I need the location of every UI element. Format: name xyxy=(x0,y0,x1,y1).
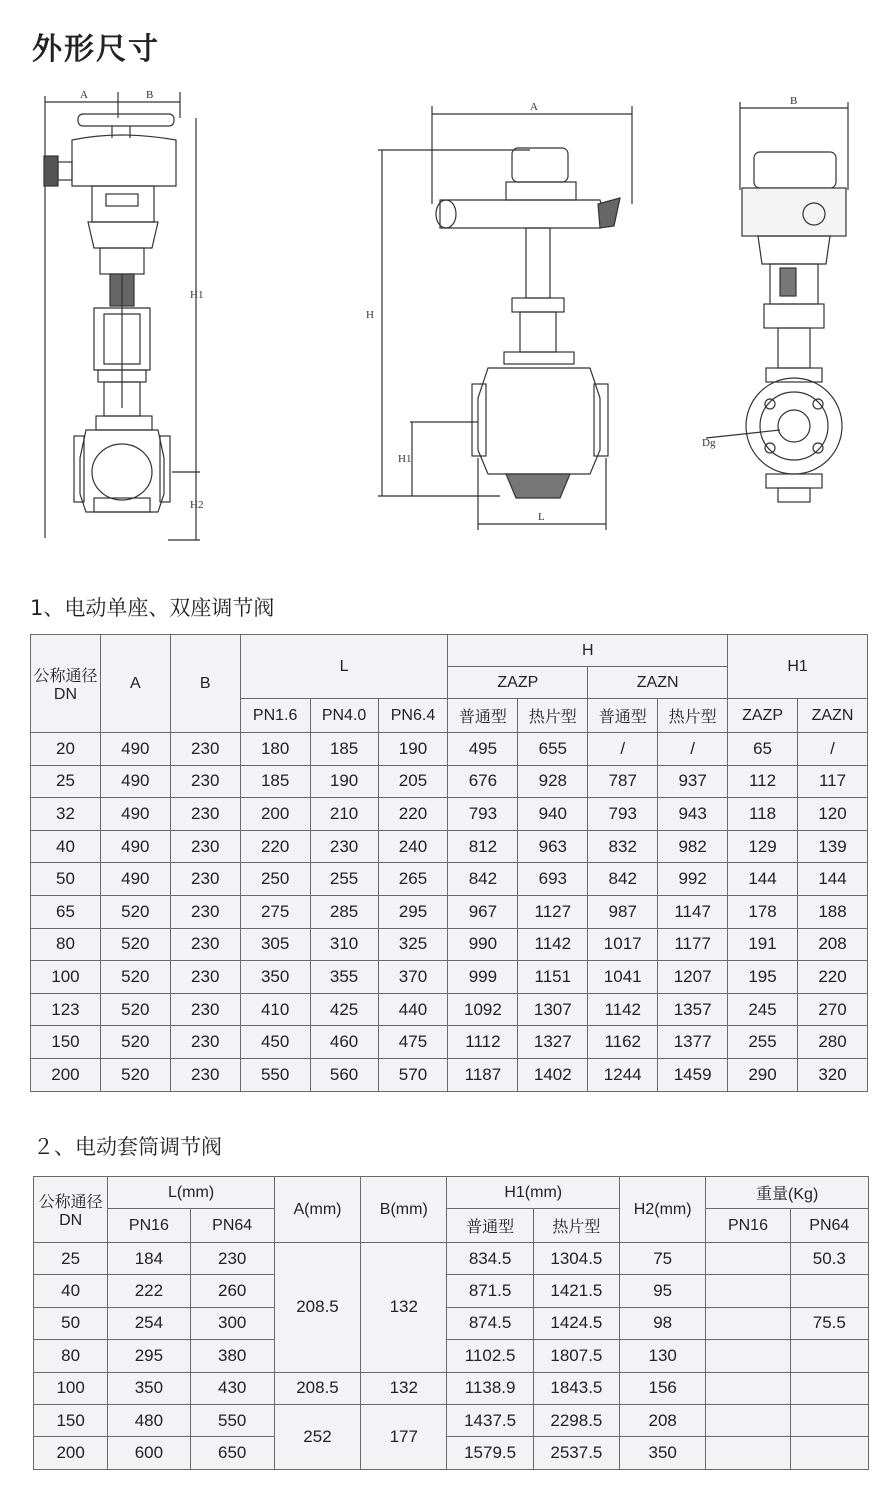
cell-l-pn16: 184 xyxy=(108,1243,190,1275)
dim-label-h2: H2 xyxy=(190,499,204,511)
cell-h1-zazn: 139 xyxy=(798,830,868,863)
cell-weight-pn16 xyxy=(706,1307,790,1339)
cell-weight-pn64: 75.5 xyxy=(790,1307,868,1339)
cell-weight-pn16 xyxy=(706,1372,790,1404)
cell-weight-pn64 xyxy=(790,1340,868,1372)
cell-h2: 95 xyxy=(620,1275,706,1307)
cell-a: 208.5 xyxy=(274,1243,360,1373)
cell-h1-zazn: 320 xyxy=(798,1058,868,1091)
cell-h1-normal: 1138.9 xyxy=(447,1372,533,1404)
table-row xyxy=(31,830,868,863)
table-row xyxy=(31,1058,868,1091)
cell-h1-zazp: 65 xyxy=(728,733,798,766)
header-zazn-normal: 普通型 xyxy=(588,699,658,733)
cell-h2: 98 xyxy=(620,1307,706,1339)
cell-l-pn64: 570 xyxy=(378,1058,448,1091)
cell-l-pn64: 430 xyxy=(190,1372,274,1404)
cell-h-zazp-normal: 1187 xyxy=(448,1058,518,1091)
cell-h-zazp-heat: 655 xyxy=(518,733,588,766)
cell-dn: 65 xyxy=(31,895,101,928)
cell-h-zazp-normal: 999 xyxy=(448,961,518,994)
cell-h2: 130 xyxy=(620,1340,706,1372)
cell-l-pn16: 200 xyxy=(240,798,310,831)
cell-weight-pn64 xyxy=(790,1275,868,1307)
cell-l-pn16: 220 xyxy=(240,830,310,863)
cell-h-zazp-normal: 793 xyxy=(448,798,518,831)
cell-h-zazn-normal: 1041 xyxy=(588,961,658,994)
cell-h-zazn-normal: 1142 xyxy=(588,993,658,1026)
cell-h1-zazn: 117 xyxy=(798,765,868,798)
cell-dn: 80 xyxy=(34,1340,108,1372)
header-pn40: PN4.0 xyxy=(310,699,378,733)
table-row xyxy=(31,1026,868,1059)
cell-a: 490 xyxy=(100,798,170,831)
table-row xyxy=(34,1437,869,1469)
table-row xyxy=(34,1307,869,1339)
cell-l-pn40: 560 xyxy=(310,1058,378,1091)
cell-b: 230 xyxy=(170,765,240,798)
header-h-zazp: ZAZP xyxy=(448,667,588,699)
header2-dn: 公称通径DN xyxy=(34,1177,108,1243)
page-title: 外形尺寸 xyxy=(32,32,160,67)
cell-h1-zazp: 290 xyxy=(728,1058,798,1091)
cell-h1-heat: 1807.5 xyxy=(533,1340,619,1372)
cell-l-pn40: 185 xyxy=(310,733,378,766)
table-row xyxy=(31,961,868,994)
header2-l-pn64: PN64 xyxy=(190,1209,274,1243)
cell-h1-zazn: 270 xyxy=(798,993,868,1026)
cell-dn: 150 xyxy=(31,1026,101,1059)
cell-dn: 123 xyxy=(31,993,101,1026)
cell-h1-zazp: 129 xyxy=(728,830,798,863)
valve-side-view xyxy=(378,106,632,530)
cell-l-pn40: 285 xyxy=(310,895,378,928)
cell-h1-zazn: 280 xyxy=(798,1026,868,1059)
cell-l-pn64: 370 xyxy=(378,961,448,994)
cell-l-pn64: 295 xyxy=(378,895,448,928)
cell-l-pn16: 222 xyxy=(108,1275,190,1307)
cell-h-zazp-heat: 1127 xyxy=(518,895,588,928)
table-row xyxy=(31,993,868,1026)
cell-a: 490 xyxy=(100,863,170,896)
cell-dn: 80 xyxy=(31,928,101,961)
cell-l-pn40: 230 xyxy=(310,830,378,863)
cell-a: 208.5 xyxy=(274,1372,360,1404)
table-row xyxy=(34,1275,869,1307)
cell-dn: 100 xyxy=(34,1372,108,1404)
cell-l-pn40: 255 xyxy=(310,863,378,896)
cell-weight-pn64 xyxy=(790,1437,868,1469)
cell-l-pn16: 250 xyxy=(240,863,310,896)
cell-l-pn64: 265 xyxy=(378,863,448,896)
cell-l-pn64: 205 xyxy=(378,765,448,798)
table-row xyxy=(34,1243,869,1275)
cell-h1-zazp: 245 xyxy=(728,993,798,1026)
cell-dn: 50 xyxy=(34,1307,108,1339)
cell-dn: 25 xyxy=(34,1243,108,1275)
header-zazp-normal: 普通型 xyxy=(448,699,518,733)
table-row xyxy=(31,733,868,766)
cell-h-zazn-heat: 1357 xyxy=(658,993,728,1026)
cell-h-zazp-heat: 1151 xyxy=(518,961,588,994)
cell-dn: 50 xyxy=(31,863,101,896)
cell-h-zazn-normal: / xyxy=(588,733,658,766)
cell-h1-normal: 1579.5 xyxy=(447,1437,533,1469)
header-h-zazn: ZAZN xyxy=(588,667,728,699)
cell-l-pn64: 190 xyxy=(378,733,448,766)
cell-b: 230 xyxy=(170,830,240,863)
cell-a: 252 xyxy=(274,1404,360,1469)
cell-l-pn16: 350 xyxy=(240,961,310,994)
cell-h-zazp-heat: 1142 xyxy=(518,928,588,961)
header2-h1-normal: 普通型 xyxy=(447,1209,533,1243)
cell-h-zazn-heat: 943 xyxy=(658,798,728,831)
cell-b: 230 xyxy=(170,733,240,766)
header-zazn-heat: 热片型 xyxy=(658,699,728,733)
cell-l-pn16: 305 xyxy=(240,928,310,961)
table-row xyxy=(31,895,868,928)
cell-h1-normal: 834.5 xyxy=(447,1243,533,1275)
cell-h-zazp-normal: 967 xyxy=(448,895,518,928)
cell-a: 520 xyxy=(100,895,170,928)
dim-label-a-side: A xyxy=(530,101,538,113)
cell-a: 520 xyxy=(100,1058,170,1091)
cell-b: 230 xyxy=(170,1058,240,1091)
cell-l-pn16: 180 xyxy=(240,733,310,766)
cell-l-pn64: 300 xyxy=(190,1307,274,1339)
table-row xyxy=(31,765,868,798)
header2-w-pn16: PN16 xyxy=(706,1209,790,1243)
dim-label-h: H xyxy=(366,309,374,321)
section1-title: 1、电动单座、双座调节阀 xyxy=(30,596,275,620)
cell-weight-pn16 xyxy=(706,1437,790,1469)
header-zazp-heat: 热片型 xyxy=(518,699,588,733)
spec-table-sleeve-valve xyxy=(33,1176,869,1470)
cell-a: 490 xyxy=(100,733,170,766)
cell-h1-zazp: 112 xyxy=(728,765,798,798)
header-a: A xyxy=(100,635,170,733)
cell-h1-zazn: 220 xyxy=(798,961,868,994)
cell-l-pn64: 325 xyxy=(378,928,448,961)
cell-h1-zazp: 144 xyxy=(728,863,798,896)
header2-a: A(mm) xyxy=(274,1177,360,1243)
cell-l-pn64: 260 xyxy=(190,1275,274,1307)
header2-w-pn64: PN64 xyxy=(790,1209,868,1243)
header-dn: 公称通径DN xyxy=(31,635,101,733)
cell-h-zazn-heat: 1177 xyxy=(658,928,728,961)
cell-l-pn16: 450 xyxy=(240,1026,310,1059)
cell-l-pn64: 475 xyxy=(378,1026,448,1059)
cell-b: 132 xyxy=(361,1243,447,1373)
cell-dn: 100 xyxy=(31,961,101,994)
cell-l-pn40: 460 xyxy=(310,1026,378,1059)
cell-h-zazn-heat: 937 xyxy=(658,765,728,798)
cell-a: 490 xyxy=(100,830,170,863)
cell-h1-heat: 1424.5 xyxy=(533,1307,619,1339)
cell-l-pn64: 380 xyxy=(190,1340,274,1372)
cell-h-zazn-normal: 842 xyxy=(588,863,658,896)
table-row xyxy=(34,1404,869,1436)
cell-b: 132 xyxy=(361,1372,447,1404)
cell-h2: 208 xyxy=(620,1404,706,1436)
cell-l-pn40: 355 xyxy=(310,961,378,994)
table-row xyxy=(31,798,868,831)
cell-h-zazp-heat: 1402 xyxy=(518,1058,588,1091)
cell-weight-pn16 xyxy=(706,1243,790,1275)
header2-l: L(mm) xyxy=(108,1177,275,1209)
cell-h1-heat: 1843.5 xyxy=(533,1372,619,1404)
cell-h1-heat: 2537.5 xyxy=(533,1437,619,1469)
cell-h-zazn-normal: 1162 xyxy=(588,1026,658,1059)
cell-h-zazn-normal: 987 xyxy=(588,895,658,928)
header2-weight: 重量(Kg) xyxy=(706,1177,869,1209)
cell-l-pn16: 410 xyxy=(240,993,310,1026)
header-b: B xyxy=(170,635,240,733)
cell-l-pn16: 600 xyxy=(108,1437,190,1469)
cell-h1-normal: 1102.5 xyxy=(447,1340,533,1372)
cell-a: 520 xyxy=(100,993,170,1026)
cell-a: 520 xyxy=(100,1026,170,1059)
cell-b: 230 xyxy=(170,993,240,1026)
cell-h1-zazn: 208 xyxy=(798,928,868,961)
cell-h-zazn-heat: 1147 xyxy=(658,895,728,928)
cell-h-zazn-normal: 787 xyxy=(588,765,658,798)
cell-l-pn16: 185 xyxy=(240,765,310,798)
cell-h-zazp-heat: 928 xyxy=(518,765,588,798)
cell-h-zazp-heat: 1327 xyxy=(518,1026,588,1059)
dim-label-h1-side: H1 xyxy=(398,453,412,465)
cell-h-zazp-heat: 1307 xyxy=(518,993,588,1026)
cell-weight-pn64 xyxy=(790,1404,868,1436)
cell-b: 230 xyxy=(170,863,240,896)
cell-l-pn16: 550 xyxy=(240,1058,310,1091)
cell-dn: 20 xyxy=(31,733,101,766)
cell-b: 230 xyxy=(170,895,240,928)
cell-weight-pn16 xyxy=(706,1275,790,1307)
cell-b: 230 xyxy=(170,798,240,831)
header-l: L xyxy=(240,635,448,699)
header2-b: B(mm) xyxy=(361,1177,447,1243)
cell-h-zazp-normal: 1092 xyxy=(448,993,518,1026)
cell-h-zazp-normal: 842 xyxy=(448,863,518,896)
header-h1-zazn: ZAZN xyxy=(798,699,868,733)
cell-h-zazn-heat: 1207 xyxy=(658,961,728,994)
cell-h1-heat: 1304.5 xyxy=(533,1243,619,1275)
cell-weight-pn16 xyxy=(706,1340,790,1372)
cell-l-pn40: 425 xyxy=(310,993,378,1026)
cell-dn: 200 xyxy=(31,1058,101,1091)
cell-h1-zazn: / xyxy=(798,733,868,766)
cell-weight-pn64: 50.3 xyxy=(790,1243,868,1275)
table-row xyxy=(31,928,868,961)
cell-h-zazn-normal: 793 xyxy=(588,798,658,831)
cell-h1-normal: 871.5 xyxy=(447,1275,533,1307)
cell-h-zazp-normal: 676 xyxy=(448,765,518,798)
cell-l-pn40: 210 xyxy=(310,798,378,831)
cell-b: 230 xyxy=(170,928,240,961)
table-row xyxy=(34,1340,869,1372)
cell-h1-normal: 1437.5 xyxy=(447,1404,533,1436)
dim-label-b: B xyxy=(146,89,154,101)
cell-b: 230 xyxy=(170,961,240,994)
dim-label-a: A xyxy=(80,89,88,101)
section2-title: ２、电动套筒调节阀 xyxy=(33,1135,222,1159)
cell-h1-zazp: 255 xyxy=(728,1026,798,1059)
cell-h-zazp-normal: 812 xyxy=(448,830,518,863)
dim-label-dg: Dg xyxy=(702,437,716,449)
cell-h1-zazp: 195 xyxy=(728,961,798,994)
header-h1-zazp: ZAZP xyxy=(728,699,798,733)
cell-h-zazn-heat: 1459 xyxy=(658,1058,728,1091)
cell-dn: 40 xyxy=(31,830,101,863)
cell-h-zazp-heat: 963 xyxy=(518,830,588,863)
cell-dn: 40 xyxy=(34,1275,108,1307)
cell-h-zazn-normal: 1017 xyxy=(588,928,658,961)
dim-label-l: L xyxy=(538,511,545,523)
cell-h1-normal: 874.5 xyxy=(447,1307,533,1339)
header2-h1-heat: 热片型 xyxy=(533,1209,619,1243)
cell-h-zazn-heat: 982 xyxy=(658,830,728,863)
cell-h1-zazn: 120 xyxy=(798,798,868,831)
cell-l-pn16: 275 xyxy=(240,895,310,928)
cell-h-zazp-normal: 1112 xyxy=(448,1026,518,1059)
cell-h-zazp-normal: 990 xyxy=(448,928,518,961)
header2-l-pn16: PN16 xyxy=(108,1209,190,1243)
header2-h1: H1(mm) xyxy=(447,1177,620,1209)
header-h: H xyxy=(448,635,728,667)
cell-h-zazn-normal: 832 xyxy=(588,830,658,863)
header-h1: H1 xyxy=(728,635,868,699)
cell-l-pn64: 240 xyxy=(378,830,448,863)
header-pn64: PN6.4 xyxy=(378,699,448,733)
table-row xyxy=(31,863,868,896)
cell-dn: 32 xyxy=(31,798,101,831)
header-pn16: PN1.6 xyxy=(240,699,310,733)
cell-h-zazn-heat: 1377 xyxy=(658,1026,728,1059)
cell-l-pn64: 440 xyxy=(378,993,448,1026)
table-row xyxy=(34,1372,869,1404)
cell-h1-zazn: 144 xyxy=(798,863,868,896)
cell-l-pn64: 220 xyxy=(378,798,448,831)
dim-label-b-end: B xyxy=(790,95,798,107)
cell-h2: 350 xyxy=(620,1437,706,1469)
cell-h-zazp-heat: 940 xyxy=(518,798,588,831)
cell-l-pn64: 550 xyxy=(190,1404,274,1436)
cell-dn: 200 xyxy=(34,1437,108,1469)
cell-h1-zazn: 188 xyxy=(798,895,868,928)
cell-h-zazn-normal: 1244 xyxy=(588,1058,658,1091)
cell-b: 177 xyxy=(361,1404,447,1469)
cell-h1-zazp: 118 xyxy=(728,798,798,831)
cell-l-pn64: 650 xyxy=(190,1437,274,1469)
cell-l-pn16: 480 xyxy=(108,1404,190,1436)
cell-h-zazn-heat: / xyxy=(658,733,728,766)
cell-l-pn16: 350 xyxy=(108,1372,190,1404)
cell-dn: 25 xyxy=(31,765,101,798)
cell-dn: 150 xyxy=(34,1404,108,1436)
valve-front-view xyxy=(44,92,200,540)
cell-l-pn64: 230 xyxy=(190,1243,274,1275)
cell-l-pn40: 190 xyxy=(310,765,378,798)
cell-b: 230 xyxy=(170,1026,240,1059)
cell-l-pn16: 254 xyxy=(108,1307,190,1339)
cell-h2: 156 xyxy=(620,1372,706,1404)
cell-a: 490 xyxy=(100,765,170,798)
cell-h1-zazp: 191 xyxy=(728,928,798,961)
cell-a: 520 xyxy=(100,928,170,961)
cell-h1-heat: 1421.5 xyxy=(533,1275,619,1307)
cell-h-zazp-heat: 693 xyxy=(518,863,588,896)
cell-h1-heat: 2298.5 xyxy=(533,1404,619,1436)
valve-end-view xyxy=(706,102,848,502)
valve-dimension-drawings xyxy=(0,78,894,558)
cell-h2: 75 xyxy=(620,1243,706,1275)
cell-l-pn16: 295 xyxy=(108,1340,190,1372)
header2-h2: H2(mm) xyxy=(620,1177,706,1243)
cell-h1-zazp: 178 xyxy=(728,895,798,928)
cell-weight-pn64 xyxy=(790,1372,868,1404)
cell-a: 520 xyxy=(100,961,170,994)
cell-h-zazp-normal: 495 xyxy=(448,733,518,766)
cell-weight-pn16 xyxy=(706,1404,790,1436)
spec-table-single-double-seat xyxy=(30,634,868,1092)
cell-l-pn40: 310 xyxy=(310,928,378,961)
cell-h-zazn-heat: 992 xyxy=(658,863,728,896)
dimension-labels xyxy=(80,89,797,523)
dim-label-h1: H1 xyxy=(190,289,204,301)
